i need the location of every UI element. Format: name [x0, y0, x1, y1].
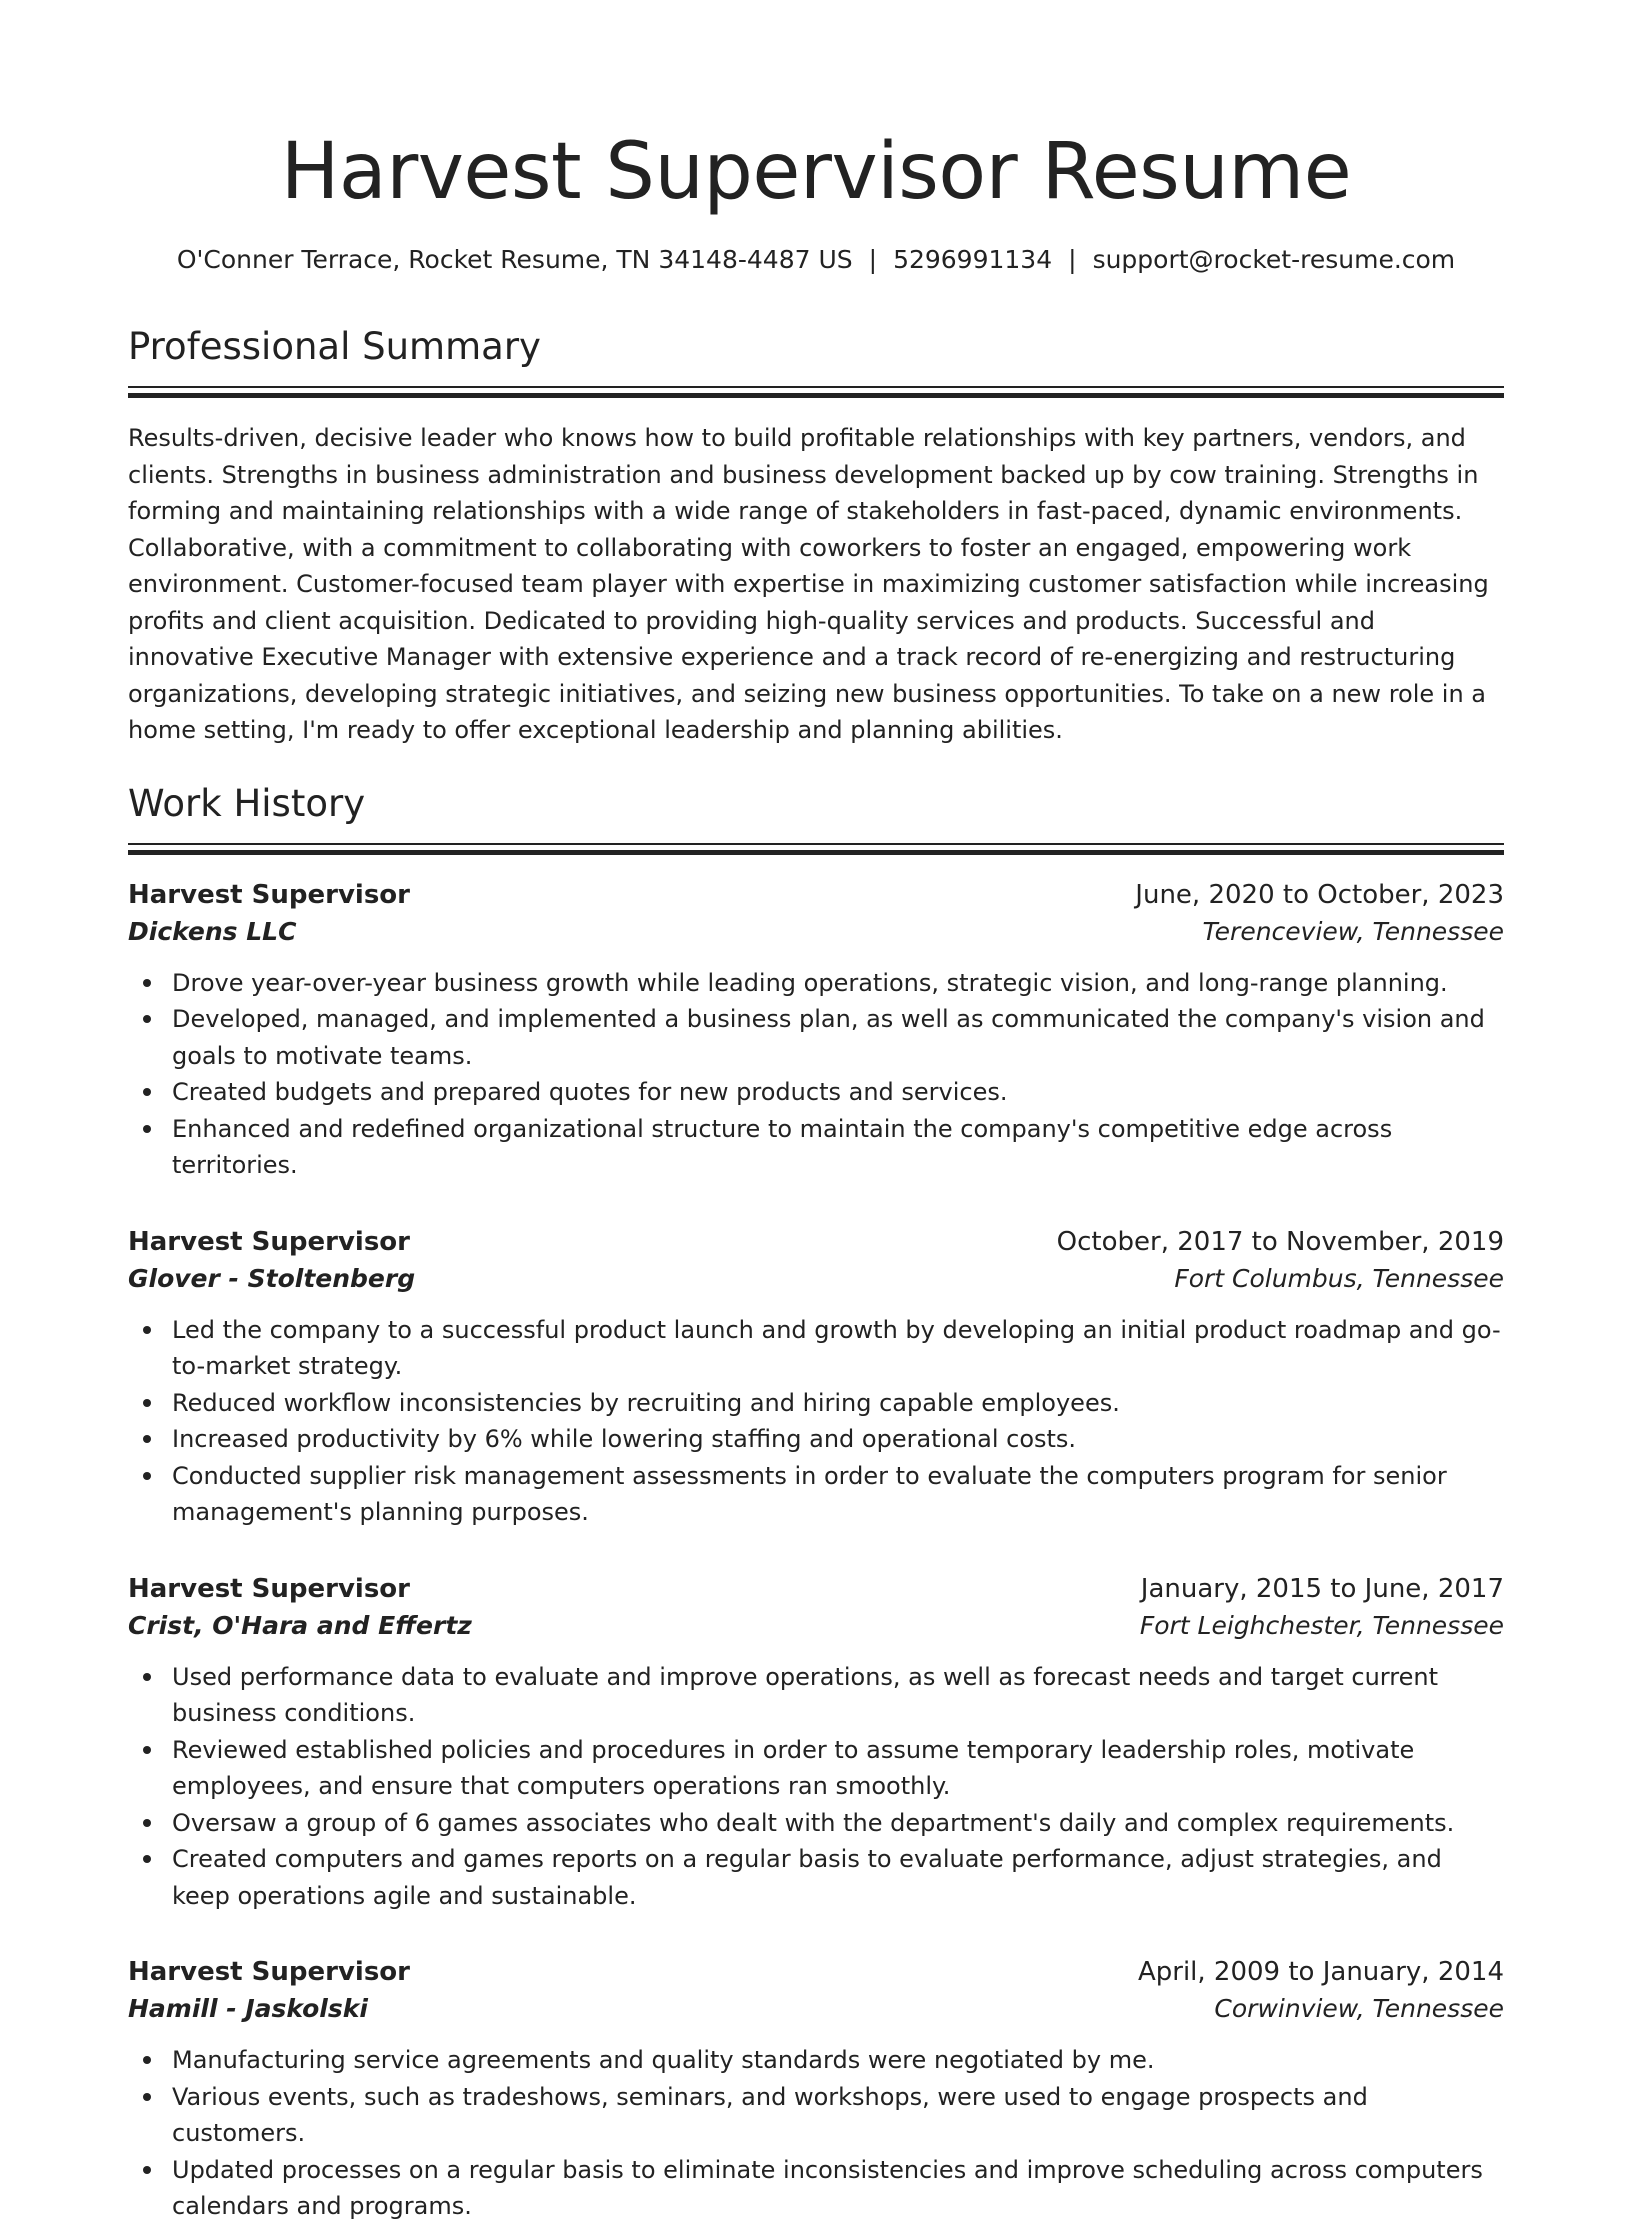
job-company: Glover - Stoltenberg [128, 1263, 416, 1293]
job-bullet: Oversaw a group of 6 games associates who dealt with the department's daily and complex requirements. [128, 1805, 1504, 1842]
job-title: Harvest Supervisor [128, 1226, 410, 1257]
job-bullet: Drove year-over-year business growth while leading operations, strategic vision, and long-range planning. [128, 965, 1504, 1002]
job-entry [128, 1571, 1504, 1915]
job-dates: June, 2020 to October, 2023 [1135, 879, 1504, 910]
summary-paragraph: Results-driven, decisive leader who knows how to build profitable relationships with key partners, vendors, and clients. Strengths in business administration and business development backed up by cow training. Strengths in forming and maintaining relationships with a wide range of stakeholders in fast-paced, dynamic environments. Collaborative, with a commitment to collaborating with coworkers to foster an engaged, empowering work environment. Customer-focused team player with expertise in maximizing customer satisfaction while increasing profits and client acquisition. Dedicated to providing high-quality services and products. Successful and innovative Executive Manager with extensive experience and a track record of re-energizing and restructuring organizations, developing strategic initiatives, and seizing new business opportunities. To take on a new role in a home setting, I'm ready to offer exceptional leadership and planning abilities. [128, 424, 1489, 744]
job-subheader-row [128, 913, 1504, 951]
contact-email: support@rocket-resume.com [1092, 245, 1456, 274]
job-company: Hamill - Jaskolski [128, 1994, 368, 2023]
job-bullet: Led the company to a successful product launch and growth by developing an initial product roadmap and go-to-market strategy. [128, 1312, 1504, 1385]
job-header-row [128, 1224, 1504, 1260]
section-divider [128, 843, 1504, 855]
contact-separator: | [868, 245, 878, 274]
job-location: Terenceview, Tennessee [1202, 916, 1504, 946]
section-heading: Work History [128, 781, 366, 825]
job-title: Harvest Supervisor [128, 1957, 410, 1987]
work-history-section [128, 779, 1504, 2225]
job-company: Dickens LLC [128, 916, 297, 946]
job-header-row [128, 1954, 1504, 1990]
job-subheader-row [128, 1260, 1504, 1298]
job-bullet: Conducted supplier risk management assessments in order to evaluate the computers program for senior management's planning purposes. [128, 1458, 1504, 1531]
job-bullet: Developed, managed, and implemented a business plan, as well as communicated the company's vision and goals to motivate teams. [128, 1001, 1504, 1074]
job-subheader-row [128, 1607, 1504, 1645]
job-title: Harvest Supervisor [128, 879, 410, 910]
section-divider [128, 386, 1504, 398]
professional-summary-section [128, 322, 1504, 749]
job-bullet-list [128, 1312, 1504, 1531]
job-bullet: Created budgets and prepared quotes for new products and services. [128, 1074, 1504, 1111]
job-dates: April, 2009 to January, 2014 [1137, 1957, 1504, 1987]
job-bullet: Various events, such as tradeshows, seminars, and workshops, were used to engage prospects and customers. [128, 2079, 1504, 2152]
job-bullet: Created computers and games reports on a regular basis to evaluate performance, adjust strategies, and keep operations agile and sustainable. [128, 1841, 1504, 1914]
job-bullet: Reviewed established policies and procedures in order to assume temporary leadership roles, motivate employees, and ensure that computers operations ran smoothly. [128, 1732, 1504, 1805]
job-bullet-list [128, 2042, 1504, 2225]
job-location: Fort Leighchester, Tennessee [1139, 1610, 1504, 1640]
job-entry [128, 1224, 1504, 1531]
job-title: Harvest Supervisor [128, 1573, 410, 1604]
job-bullet: Increased productivity by 6% while lowering staffing and operational costs. [128, 1421, 1504, 1458]
contact-address: O'Conner Terrace, Rocket Resume, TN 34148-4487 US [176, 245, 853, 274]
job-entry [128, 1954, 1504, 2225]
job-bullet: Manufacturing service agreements and quality standards were negotiated by me. [128, 2042, 1504, 2079]
contact-info [128, 242, 1504, 278]
job-bullet-list [128, 1659, 1504, 1915]
job-entry [128, 877, 1504, 1184]
job-bullet: Enhanced and redefined organizational structure to maintain the company's competitive edge across territories. [128, 1111, 1504, 1184]
job-location: Fort Columbus, Tennessee [1174, 1263, 1504, 1293]
contact-separator: | [1068, 245, 1077, 274]
job-subheader-row [128, 1990, 1504, 2028]
job-company: Crist, O'Hara and Effertz [128, 1610, 472, 1640]
contact-phone: 5296991134 [893, 245, 1053, 274]
job-header-row [128, 1571, 1504, 1607]
job-header-row [128, 877, 1504, 913]
job-bullet: Updated processes on a regular basis to eliminate inconsistencies and improve scheduling across computers calendars and programs. [128, 2152, 1504, 2225]
job-dates: October, 2017 to November, 2019 [1056, 1226, 1504, 1257]
job-bullet: Reduced workflow inconsistencies by recruiting and hiring capable employees. [128, 1385, 1504, 1422]
job-dates: January, 2015 to June, 2017 [1140, 1573, 1504, 1604]
job-bullet-list [128, 965, 1504, 1184]
section-heading: Professional Summary [128, 325, 541, 368]
resume-title: Harvest Supervisor Resume [280, 127, 1352, 217]
job-bullet: Used performance data to evaluate and improve operations, as well as forecast needs and target current business conditions. [128, 1659, 1504, 1732]
job-location: Corwinview, Tennessee [1214, 1994, 1504, 2023]
